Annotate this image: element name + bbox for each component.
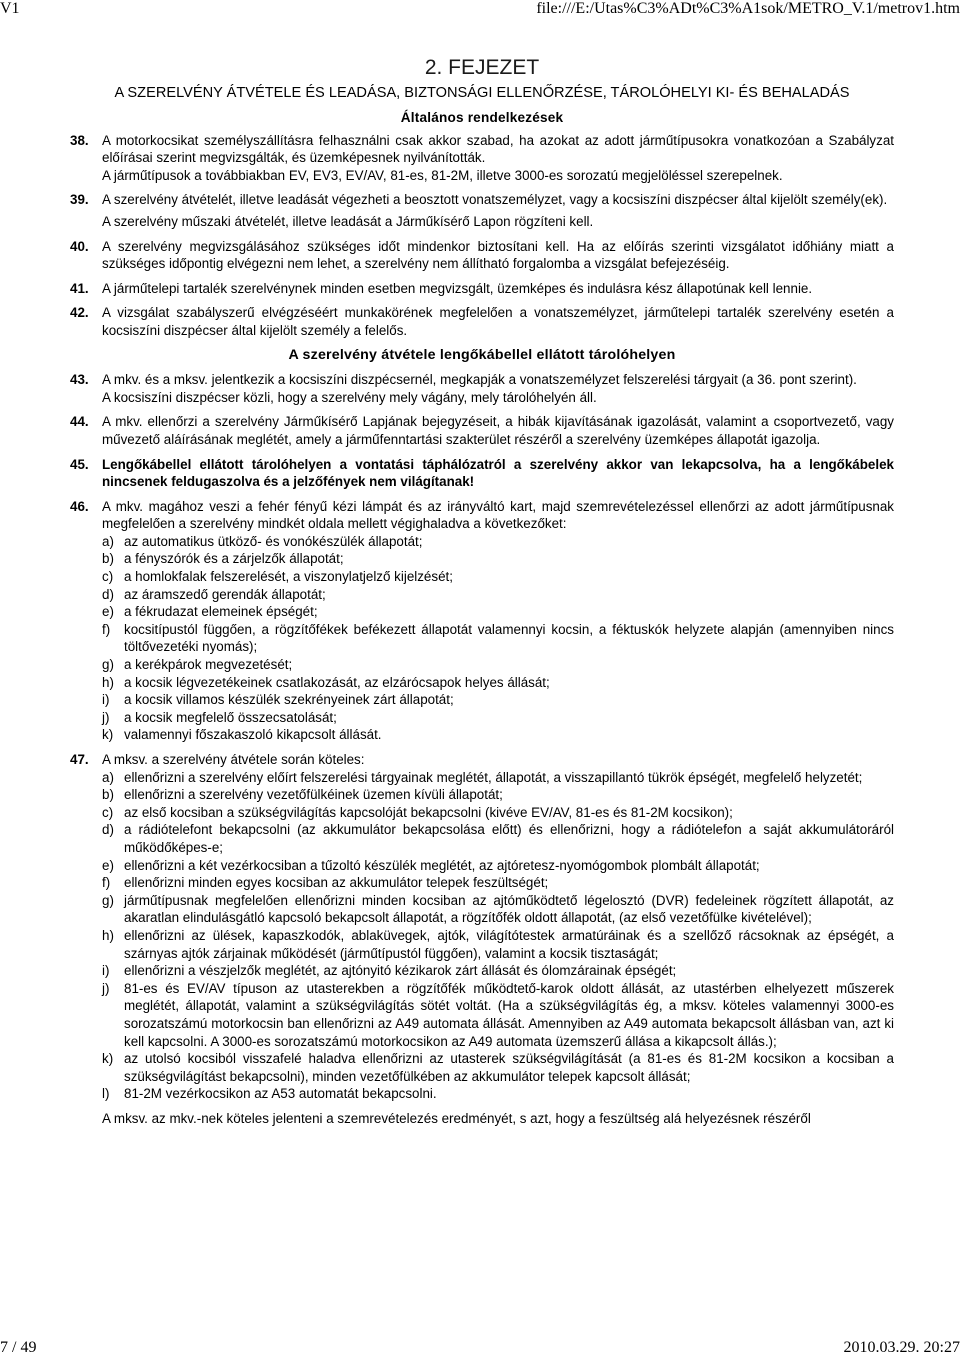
list-item-text: ellenőrizni a két vezérkocsiban a tűzoltó készülék meglétét, az ajtóretesz-nyomógombok plombált állapotát; xyxy=(124,857,760,873)
list-item xyxy=(102,603,894,621)
list-item xyxy=(102,804,894,822)
list-item-letter: j) xyxy=(102,980,110,996)
list-item-letter: b) xyxy=(102,551,114,567)
list-item-letter: f) xyxy=(102,621,111,637)
list-item xyxy=(102,769,894,787)
list-item xyxy=(102,550,894,568)
list-item-text: 81-es és EV/AV típuson az utasterekben a rögzítőfék működtető-karok oldott állását, az utastérben elhelyezett műszerek meglétét, állapotát, valamint a szükségvilágítás sötét voltát. (Ha a szükségvilágítás ég, a mksv. köteles valamennyi 3000-es sorozatszámú motorkocsin ban ellenőrizni az A49 automata állását. Amennyiben az A49 automata bekapcsolt állásban van, azt ki kell kapcsolni. A 3000-es sorozatszámú motorkocsikon az A49 automata üzemszerű állása a kikapcsolt állás.); xyxy=(124,980,894,1049)
paragraph-number: 38. xyxy=(70,132,89,148)
list-item xyxy=(102,586,894,604)
list-item-letter: h) xyxy=(102,674,114,690)
list-item xyxy=(102,621,894,656)
paragraph-text-bold: Lengőkábellel ellátott tárolóhelyen a vontatási táphálózatról a szerelvény akkor van lekapcsolva, ha a lengőkábelek nincsenek feldugaszolva és a jelzőfények nem világítanak! xyxy=(102,456,894,490)
list-item-letter: d) xyxy=(102,822,114,838)
paragraph-text: A szerelvény műszaki átvételét, illetve leadását a Járműkísérő Lapon rögzíteni kell. xyxy=(102,213,594,229)
paragraph-text: A mkv. ellenőrzi a szerelvény Járműkísérő Lapjának bejegyzéseit, a hibák kijavításának igazolását, valamint a csoportvezető, vagy művezető aláírásának meglétét, amely a járműfenntartási szakterület részéről a szerelvény üzemképes állapotát igazolja. xyxy=(102,414,894,447)
browser-print-header-url: file:///E:/Utas%C3%ADt%C3%A1sok/METRO_V.1/metrov1.htm xyxy=(536,0,960,17)
list-item-letter: c) xyxy=(102,569,114,585)
paragraph-text: A vizsgálat szabályszerű elvégzéséért munkakörének megfelelően a vonatszemélyzet, járműtelepi tartalék szerelvény esetén a kocsiszíni diszpécser által kijelölt személy a felelős. xyxy=(102,305,894,338)
list-item-letter: h) xyxy=(102,927,114,943)
list-item xyxy=(102,709,894,727)
list-item xyxy=(102,821,894,856)
list-item-text: a fékrudazat elemeinek épségét; xyxy=(124,604,318,620)
paragraph-text: A szerelvény átvételét, illetve leadását végezheti a beosztott vonatszemélyzet, vagy a kocsiszíni diszpécser által kijelölt személy(ek). xyxy=(102,192,888,208)
list-item-text: ellenőrizni a szerelvény előírt felszerelési tárgyainak meglétét, állapotát, a visszapillantó tükrök épségét, megfelelő helyzetét; xyxy=(124,769,863,785)
list-item xyxy=(102,1050,894,1085)
paragraph-number: 39. xyxy=(70,192,89,208)
paragraph-text: A mkv. és a mksv. jelentkezik a kocsiszíni diszpécsernél, megkapják a vonatszemélyzet felszerelési tárgyait (a 36. pont szerint). xyxy=(102,372,857,388)
list-item-text: az első kocsiban a szükségvilágítás kapcsolóját bekapcsolni (kivéve EV/AV, 81-es és 81-2M kocsikon); xyxy=(124,804,733,820)
list-item-letter: c) xyxy=(102,804,114,820)
paragraph-text: A járműtípusok a továbbiakban EV, EV3, EV/AV, 81-es, 81-2M, illetve 3000-es sorozatú megjelöléssel szerepelnek. xyxy=(102,167,783,183)
paragraph-number: 43. xyxy=(70,372,89,388)
paragraph-42 xyxy=(70,304,894,339)
list-item-text: ellenőrizni minden egyes kocsiban az akkumulátor telepek feszültségét; xyxy=(124,875,549,891)
document-body xyxy=(70,55,894,1134)
list-item-letter: g) xyxy=(102,657,114,673)
list-item-letter: l) xyxy=(102,1086,110,1102)
list-item xyxy=(102,726,894,744)
list-item-letter: i) xyxy=(102,692,110,708)
paragraph-text: A kocsiszíni diszpécser közli, hogy a szerelvény mely vágány, mely tárolóhelyén áll. xyxy=(102,389,597,405)
paragraph-text: A motorkocsikat személyszállításra felhasználni csak akkor szabad, ha azokat az adott járműtípusokra vonatkozóan a Szabályzat előírásai szerint megvizsgálták, és üzemképesnek nyilvánították. xyxy=(102,132,894,166)
paragraph-41 xyxy=(70,280,894,298)
list-item-text: járműtípusnak megfelelően ellenőrizni minden kocsiban az ajtóműködtető légelosztó (DVR) fedeleinek rögzített állapotát, az akaratlan elindulásgátló kapcsoló bekapcsolt állapotát, a rögzítőfék oldott állapotát, (az első vezetőfülke kivételével); xyxy=(124,892,894,926)
list-item-text: kocsitípustól függően, a rögzítőfékek befékezett állapotát valamennyi kocsin, a féktuskók helyzete alapján (amennyiben nincs töltővezetéki nyomás); xyxy=(124,621,894,655)
paragraph-number: 41. xyxy=(70,280,89,296)
list-item-letter: k) xyxy=(102,727,114,743)
print-footer-datetime: 2010.03.29. 20:27 xyxy=(843,1339,960,1356)
list-item xyxy=(102,568,894,586)
list-item-text: valamennyi főszakaszoló kikapcsolt állását. xyxy=(124,727,382,743)
list-item-text: a kocsik megfelelő összecsatolását; xyxy=(124,709,337,725)
list-item xyxy=(102,857,894,875)
list-item-letter: d) xyxy=(102,586,114,602)
list-item xyxy=(102,656,894,674)
list-item-letter: b) xyxy=(102,787,114,803)
list-item-text: a kocsik villamos készülék szekrényeinek zárt állapotát; xyxy=(124,692,454,708)
browser-print-header-left: V1 xyxy=(0,0,20,17)
list-item-text: a fényszórók és a zárjelzők állapotát; xyxy=(124,551,344,567)
list-item-text: a homlokfalak felszerelését, a viszonylatjelző kijelzését; xyxy=(124,569,453,585)
paragraph-39 xyxy=(70,191,894,230)
list-item-text: az automatikus ütköző- és vonókészülék állapotát; xyxy=(124,533,423,549)
paragraph-38 xyxy=(70,132,894,185)
paragraph-number: 40. xyxy=(70,238,89,254)
section-heading-general: Általános rendelkezések xyxy=(400,110,564,125)
paragraph-number: 46. xyxy=(70,498,89,514)
list-item-text: ellenőrizni az ülések, kapaszkodók, ablaküvegek, ajtók, világítótestek armatúráinak és a szellőző rácsoknak az épségét, a szárnyas ajtók zárjainak működését (járműtípustól függően), valamint a kocsik tisztaságát; xyxy=(124,927,894,961)
list-item xyxy=(102,691,894,709)
paragraph-text: A mksv. az mkv.-nek köteles jelenteni a szemrevételezés eredményét, s azt, hogy a feszültség alá helyezésnek részéről xyxy=(102,1110,811,1126)
list-item-letter: j) xyxy=(102,709,110,725)
paragraph-text: A mkv. magához veszi a fehér fényű kézi lámpát és az irányváltó kart, majd szemrevételezéssel ellenőrzi az adott járműtípusnak megfelelően a szerelvény mindkét oldala mellett végighaladva a következőket: xyxy=(102,498,894,532)
paragraph-46 xyxy=(70,498,894,744)
list-item-letter: e) xyxy=(102,857,114,873)
paragraph-number: 44. xyxy=(70,414,89,430)
section-heading-cable-storage: A szerelvény átvétele lengőkábellel ellátott tárolóhelyen xyxy=(288,346,676,363)
list-item xyxy=(102,674,894,692)
list-item-letter: a) xyxy=(102,533,114,549)
list-item xyxy=(102,980,894,1050)
list-item-text: az áramszedő gerendák állapotát; xyxy=(124,586,326,602)
paragraph-number: 47. xyxy=(70,752,89,767)
list-item-text: a kerékpárok megvezetését; xyxy=(124,657,293,673)
list-item-letter: g) xyxy=(102,892,114,908)
paragraph-text: A szerelvény megvizsgálásához szükséges időt mindenkor biztosítani kell. Ha az előírás szerinti vizsgálatot időhiány miatt a szükséges időpontig elvégezni nem lehet, a szerelvény nem állítható forgalomba a vizsgálat befejezéséig. xyxy=(102,238,894,272)
list-item xyxy=(102,1085,894,1103)
list-item-text: a rádiótelefont bekapcsolni (az akkumulátor bekapcsolása előtt) és ellenőrizni, hogy a rádiótelefon a saját akkumulátoráról működőképes-e; xyxy=(124,822,894,855)
list-item-letter: k) xyxy=(102,1051,114,1067)
print-footer-page-number: 7 / 49 xyxy=(0,1339,37,1356)
list-item-text: ellenőrizni a vészjelzők meglétét, az ajtónyitó kézikarok zárt állását és ólomzárainak épségét; xyxy=(124,963,677,979)
paragraph-40 xyxy=(70,238,894,273)
list-item-text: a kocsik légvezetékeinek csatlakozását, az elzárócsapok helyes állását; xyxy=(124,674,550,690)
list-item-letter: f) xyxy=(102,875,111,891)
paragraph-44 xyxy=(70,413,894,448)
paragraph-number: 42. xyxy=(70,305,89,321)
list-item xyxy=(102,786,894,804)
list-item-text: az utolsó kocsiból visszafelé haladva ellenőrizni az utasterek szükségvilágítását (a 81-es és 81-2M kocsikon a kocsiban a szükségvilágítást bekapcsolni), minden vezetőfülkében az akkumulátor telepek kapcsolt állását; xyxy=(124,1051,894,1084)
checklist xyxy=(102,533,894,744)
paragraph-text: A mksv. a szerelvény átvétele során köteles: xyxy=(102,752,365,767)
paragraph-number: 45. xyxy=(70,456,89,472)
list-item-letter: i) xyxy=(102,963,110,979)
paragraph-45 xyxy=(70,456,894,491)
list-item xyxy=(102,874,894,892)
list-item-letter: e) xyxy=(102,604,114,620)
list-item-letter: a) xyxy=(102,769,114,785)
list-item-text: 81-2M vezérkocsikon az A53 automatát bekapcsolni. xyxy=(124,1086,437,1102)
list-item xyxy=(102,962,894,980)
list-item xyxy=(102,892,894,927)
paragraph-47 xyxy=(70,751,894,1127)
checklist xyxy=(102,769,894,1103)
list-item xyxy=(102,927,894,962)
list-item-text: ellenőrizni a szerelvény vezetőfülkéinek üzemen kívüli állapotát; xyxy=(124,787,503,803)
paragraph-43 xyxy=(70,371,894,406)
paragraph-text: A járműtelepi tartalék szerelvénynek minden esetben megvizsgált, üzemképes és indulásra kész állapotúnak kell lennie. xyxy=(102,280,813,296)
list-item xyxy=(102,533,894,551)
chapter-subtitle: A SZERELVÉNY ÁTVÉTELE ÉS LEADÁSA, BIZTONSÁGI ELLENŐRZÉSE, TÁROLÓHELYI KI- ÉS BEHALADÁS xyxy=(114,85,850,101)
chapter-title: 2. FEJEZET xyxy=(424,56,540,79)
